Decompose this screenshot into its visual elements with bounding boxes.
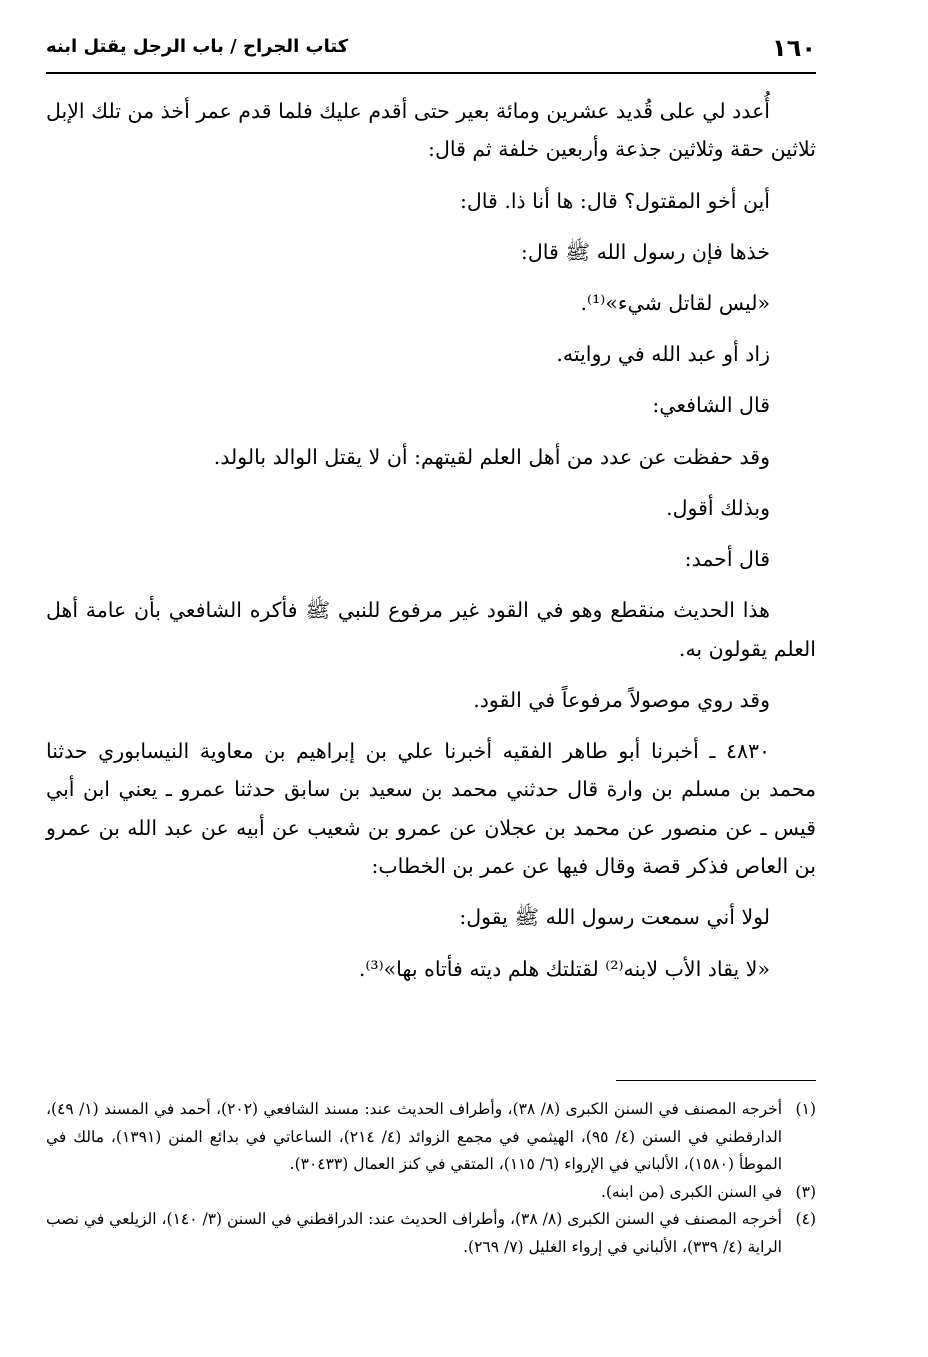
page-header — [46, 30, 816, 70]
footnote — [46, 1179, 816, 1207]
paragraph: «لا يقاد الأب لابنه⁽²⁾ لقتلتك هلم ديته فأتاه بها»⁽³⁾. — [358, 956, 770, 981]
paragraph: وقد حفظت عن عدد من أهل العلم لقيتهم: أن لا يقتل الوالد بالولد. — [213, 444, 770, 469]
header-rule — [46, 72, 816, 74]
paragraph: قال الشافعي: — [652, 393, 770, 418]
page-number: ١٦٠ — [772, 34, 816, 62]
hadith-paragraph: ٤٨٣٠ ـ أخبرنا أبو طاهر الفقيه أخبرنا علي بن إبراهيم بن معاوية النيسابوري حدثنا محمد بن مسلم بن وارة قال حدثني محمد بن سعيد بن سابق حدثنا عمرو ـ يعني ابن أبي قيس ـ عن منصور عن محمد بن عجلان عن عمرو بن شعيب عن أبيه عن عبد الله بن عمرو بن العاص فذكر قصة وقال فيها عن عمر بن الخطاب: — [46, 739, 816, 879]
main-text — [46, 92, 816, 1001]
footnote-text: أخرجه المصنف في السنن الكبرى (٨/ ٣٨)، وأطراف الحديث عند: الدراقطني في السنن (٣/ ١٤٠)، الزيلعي في نصب الراية (٤/ ٣٣٩)، الألباني في إرواء الغليل (٧/ ٢٦٩). — [46, 1210, 782, 1256]
paragraph: أين أخو المقتول؟ قال: ها أنا ذا. قال: — [459, 188, 770, 213]
document-page — [46, 30, 816, 1330]
footnote-number: (١) — [795, 1100, 816, 1118]
footnote-number: (٣) — [795, 1182, 816, 1201]
footnote-rule — [616, 1080, 816, 1081]
footnote-number: (٤) — [795, 1210, 816, 1228]
footnotes — [46, 1096, 816, 1261]
paragraph: زاد أو عبد الله في روايته. — [556, 342, 770, 367]
paragraph: «ليس لقاتل شيء»⁽¹⁾. — [580, 291, 770, 316]
running-title: كتاب الجراح / باب الرجل يقتل ابنه — [46, 36, 349, 57]
paragraph: وبذلك أقول. — [666, 495, 770, 520]
footnote — [46, 1206, 816, 1261]
paragraph: هذا الحديث منقطع وهو في القود غير مرفوع للنبي ﷺ فأكره الشافعي بأن عامة أهل العلم يقولون به. — [46, 598, 816, 661]
paragraph: قال أحمد: — [684, 547, 770, 572]
paragraph: وقد روي موصولاً مرفوعاً في القود. — [473, 687, 770, 712]
paragraph: أُعدد لي على قُديد عشرين ومائة بعير حتى أقدم عليك فلما قدم عمر أخذ من تلك الإبل ثلاثين حقة وثلاثين جذعة وأربعين خلفة ثم قال: — [46, 99, 816, 162]
footnote-text: في السنن الكبرى (من ابنه). — [600, 1182, 782, 1201]
paragraph: لولا أني سمعت رسول الله ﷺ يقول: — [459, 905, 770, 930]
paragraph: خذها فإن رسول الله ﷺ قال: — [520, 239, 770, 264]
footnote-text: أخرجه المصنف في السنن الكبرى (٨/ ٣٨)، وأطراف الحديث عند: مسند الشافعي (٢٠٢)، أحمد في المسند (١/ ٤٩)، الدارقطني في السنن (٤/ ٩٥)، الهيثمي في مجمع الزوائد (٤/ ٢١٤)، الساعاتي في بدائع المنن (١٣٩١)، مالك في الموطأ (١٥٨٠)، الألباني في الإرواء (٦/ ١١٥)، المتقي في كنز العمال (٣٠٤٣٣). — [46, 1100, 783, 1173]
footnote — [46, 1096, 816, 1179]
